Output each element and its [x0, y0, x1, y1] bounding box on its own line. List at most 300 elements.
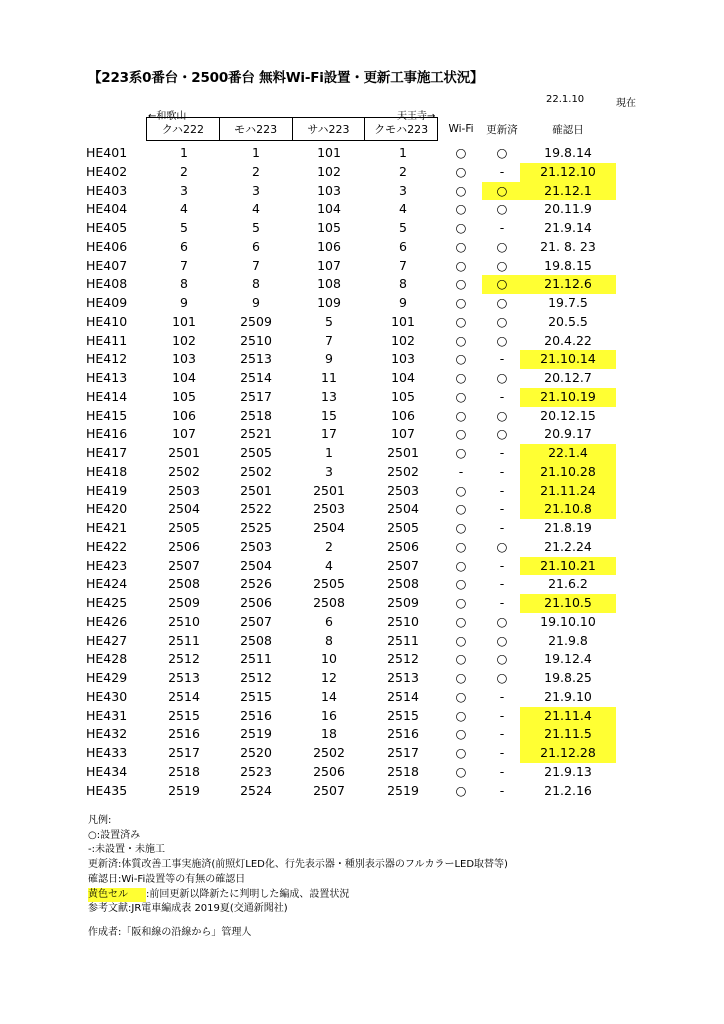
car-saha223: 2502	[313, 745, 345, 760]
formation-id: HE429	[86, 670, 128, 685]
header-kumoha223: クモハ223	[374, 123, 429, 136]
renewed-status: ○	[496, 370, 508, 385]
car-saha223: 2	[325, 538, 333, 554]
table-row	[86, 650, 646, 669]
wifi-status: ○	[455, 332, 467, 348]
car-kumoha223: 2513	[387, 670, 419, 685]
checked-date: 21.9.10	[544, 688, 592, 704]
renewed-status: ○	[496, 613, 508, 629]
renewed-status: ○	[496, 632, 508, 648]
formation-id: HE417	[86, 445, 128, 460]
table-row	[86, 407, 646, 426]
car-saha223: 17	[321, 426, 337, 442]
table-row	[86, 313, 646, 332]
table-row	[86, 144, 646, 163]
legend-checked: 確認日:Wi-Fi設置等の有無の確認日	[88, 873, 246, 885]
car-moha223: 5	[252, 220, 260, 235]
table-row	[86, 238, 646, 257]
table-row	[86, 257, 646, 276]
car-kuha222: 105	[172, 388, 196, 404]
renewed-status: -	[499, 520, 505, 535]
car-kumoha223: 102	[391, 332, 415, 348]
header-saha223: サハ223	[293, 118, 366, 140]
car-kumoha223: 101	[391, 313, 415, 329]
car-kumoha223: 106	[391, 407, 415, 423]
car-moha223: 2525	[240, 520, 272, 535]
checked-date: 19.10.10	[540, 613, 596, 629]
car-kuha222: 2507	[168, 557, 200, 573]
wifi-status: ○	[455, 313, 467, 329]
car-kumoha223: 4	[399, 201, 407, 217]
car-moha223: 6	[252, 238, 260, 254]
car-moha223: 2515	[240, 688, 272, 704]
car-saha223: 14	[321, 688, 337, 704]
formation-id: HE423	[86, 557, 128, 573]
car-kuha222: 101	[172, 313, 196, 329]
legend	[88, 814, 508, 917]
car-saha223: 102	[317, 163, 341, 179]
legend-yellow-swatch: 黄色セル	[88, 888, 146, 903]
car-kuha222: 106	[172, 407, 196, 423]
formation-id: HE421	[86, 520, 128, 535]
formation-id: HE418	[86, 463, 128, 479]
renewed-status: ○	[496, 651, 508, 667]
renewed-status: ○	[482, 275, 522, 294]
direction-wakayama: ←和歌山	[148, 111, 187, 122]
car-kumoha223: 7	[399, 257, 407, 273]
header-wifi: Wi-Fi	[448, 123, 474, 135]
formation-id: HE406	[86, 238, 128, 254]
car-moha223: 8	[252, 276, 260, 292]
table-row	[86, 369, 646, 388]
renewed-status: -	[499, 482, 505, 498]
car-saha223: 104	[317, 201, 341, 217]
legend-not-installed: -:未設置・未施工	[88, 844, 165, 856]
wifi-status: ○	[455, 726, 467, 742]
renewed-status: ○	[482, 182, 522, 201]
car-saha223: 2506	[313, 763, 345, 779]
car-kumoha223: 105	[391, 388, 415, 404]
formation-id: HE404	[86, 201, 128, 217]
renewed-status: -	[499, 463, 505, 479]
wifi-status: ○	[455, 613, 467, 629]
car-saha223: 15	[321, 407, 337, 423]
renewed-status: ○	[496, 201, 508, 217]
checked-date: 19.8.14	[544, 145, 592, 160]
formation-id: HE408	[86, 276, 128, 292]
formation-id: HE422	[86, 538, 128, 554]
formation-id: HE407	[86, 257, 128, 273]
car-header-box	[146, 117, 438, 141]
checked-date: 22.1.4	[520, 444, 616, 463]
car-moha223: 2503	[240, 538, 272, 554]
wifi-status: ○	[455, 201, 467, 217]
table-row	[86, 688, 646, 707]
car-saha223: 16	[321, 707, 337, 723]
car-moha223: 2522	[240, 501, 272, 517]
car-kuha222: 2505	[168, 520, 200, 535]
car-moha223: 2520	[240, 745, 272, 760]
wifi-status: ○	[455, 370, 467, 385]
checked-date: 21.12.6	[520, 275, 616, 294]
table-row	[86, 707, 646, 726]
formation-id: HE402	[86, 163, 128, 179]
car-saha223: 2501	[313, 482, 345, 498]
formation-id: HE412	[86, 351, 128, 367]
car-saha223: 9	[325, 351, 333, 367]
table-row	[86, 350, 646, 369]
checked-date: 21.9.13	[544, 763, 592, 779]
formation-id: HE414	[86, 388, 128, 404]
renewed-status: -	[499, 595, 505, 610]
car-kuha222: 3	[180, 182, 188, 198]
wifi-status: ○	[455, 482, 467, 498]
wifi-status: ○	[455, 145, 467, 160]
formation-id: HE415	[86, 407, 128, 423]
checked-date: 21.10.19	[520, 388, 616, 407]
wifi-status: ○	[455, 426, 467, 442]
checked-date: 21.10.5	[520, 594, 616, 613]
table-row	[86, 725, 646, 744]
renewed-status: -	[499, 745, 505, 760]
renewed-status: ○	[496, 313, 508, 329]
car-kumoha223: 2507	[387, 557, 419, 573]
car-saha223: 10	[321, 651, 337, 667]
wifi-status: ○	[455, 276, 467, 292]
wifi-status: ○	[455, 163, 467, 179]
formation-table	[86, 144, 646, 800]
table-row	[86, 182, 646, 201]
header-moha223: モハ223	[220, 118, 293, 140]
checked-date: 21.10.28	[520, 463, 616, 482]
table-row	[86, 519, 646, 538]
car-moha223: 2513	[240, 351, 272, 367]
car-kumoha223: 2518	[387, 763, 419, 779]
car-kuha222: 8	[180, 276, 188, 292]
car-saha223: 6	[325, 613, 333, 629]
car-moha223: 2508	[240, 632, 272, 648]
table-row	[86, 500, 646, 519]
renewed-status: ○	[496, 332, 508, 348]
legend-reference: 参考文献:JR電車編成表 2019夏(交通新聞社)	[88, 903, 288, 915]
wifi-status: ○	[455, 295, 467, 310]
car-kuha222: 2506	[168, 538, 200, 554]
header-checked-date: 確認日	[552, 123, 584, 136]
car-moha223: 2516	[240, 707, 272, 723]
renewed-status: -	[499, 763, 505, 779]
car-saha223: 2503	[313, 501, 345, 517]
car-moha223: 2509	[240, 313, 272, 329]
car-kumoha223: 2501	[387, 445, 419, 460]
car-kuha222: 2503	[168, 482, 200, 498]
formation-id: HE427	[86, 632, 128, 648]
formation-id: HE403	[86, 182, 128, 198]
checked-date: 21.11.24	[520, 482, 616, 501]
renewed-status: -	[499, 726, 505, 742]
table-row	[86, 388, 646, 407]
car-saha223: 1	[325, 445, 333, 460]
table-row	[86, 632, 646, 651]
car-moha223: 2519	[240, 726, 272, 742]
car-saha223: 13	[321, 388, 337, 404]
renewed-status: ○	[496, 238, 508, 254]
wifi-status: ○	[455, 351, 467, 367]
wifi-status: ○	[455, 238, 467, 254]
car-kuha222: 2514	[168, 688, 200, 704]
checked-date: 21.12.28	[520, 744, 616, 763]
car-kumoha223: 2517	[387, 745, 419, 760]
wifi-status: ○	[455, 220, 467, 235]
car-kuha222: 104	[172, 370, 196, 385]
legend-heading: 凡例:	[88, 815, 112, 826]
formation-id: HE433	[86, 745, 128, 760]
car-kumoha223: 2509	[387, 595, 419, 610]
renewed-status: ○	[496, 670, 508, 685]
table-row	[86, 613, 646, 632]
checked-date: 21.12.1	[520, 182, 616, 201]
formation-id: HE426	[86, 613, 128, 629]
car-moha223: 7	[252, 257, 260, 273]
wifi-status: ○	[455, 445, 467, 460]
wifi-status: ○	[455, 538, 467, 554]
formation-id: HE411	[86, 332, 128, 348]
renewed-status: ○	[496, 407, 508, 423]
checked-date: 19.8.25	[544, 670, 592, 685]
car-kumoha223: 2508	[387, 576, 419, 592]
car-kuha222: 2513	[168, 670, 200, 685]
table-row	[86, 594, 646, 613]
car-moha223: 4	[252, 201, 260, 217]
car-moha223: 2504	[240, 557, 272, 573]
checked-date: 20.5.5	[548, 313, 588, 329]
car-kuha222: 1	[180, 145, 188, 160]
wifi-status: ○	[455, 763, 467, 779]
formation-id: HE425	[86, 595, 128, 610]
renewed-status: -	[499, 351, 505, 367]
checked-date: 20.12.7	[544, 370, 592, 385]
wifi-status: ○	[455, 576, 467, 592]
checked-date: 21.10.21	[520, 557, 616, 576]
car-saha223: 105	[317, 220, 341, 235]
car-saha223: 103	[317, 182, 341, 198]
legend-yellow-desc: :前回更新以降新たに判明した編成、設置状況	[146, 888, 350, 900]
car-saha223: 7	[325, 332, 333, 348]
car-kuha222: 5	[180, 220, 188, 235]
formation-id: HE431	[86, 707, 128, 723]
car-saha223: 5	[325, 313, 333, 329]
wifi-status: ○	[455, 520, 467, 535]
car-kumoha223: 2511	[387, 632, 419, 648]
wifi-status: ○	[455, 557, 467, 573]
car-moha223: 2514	[240, 370, 272, 385]
car-moha223: 2517	[240, 388, 272, 404]
car-moha223: 2512	[240, 670, 272, 685]
table-row	[86, 482, 646, 501]
car-saha223: 3	[325, 463, 333, 479]
car-kuha222: 6	[180, 238, 188, 254]
car-kumoha223: 2515	[387, 707, 419, 723]
car-kuha222: 2	[180, 163, 188, 179]
formation-id: HE435	[86, 782, 128, 798]
car-kumoha223: 2503	[387, 482, 419, 498]
car-saha223: 12	[321, 670, 337, 685]
car-kumoha223: 5	[399, 220, 407, 235]
car-kuha222: 102	[172, 332, 196, 348]
car-kumoha223: 2504	[387, 501, 419, 517]
wifi-status: ○	[455, 651, 467, 667]
renewed-status: -	[499, 782, 505, 798]
car-moha223: 2505	[240, 445, 272, 460]
direction-tennoji: 天王寺→	[397, 111, 436, 122]
car-moha223: 1	[252, 145, 260, 160]
renewed-status: -	[499, 501, 505, 517]
formation-id: HE401	[86, 145, 128, 160]
car-kumoha223: 2506	[387, 538, 419, 554]
car-kuha222: 2501	[168, 445, 200, 460]
as-of-label: 現在	[616, 98, 636, 109]
car-kuha222: 9	[180, 295, 188, 310]
wifi-status: ○	[455, 407, 467, 423]
formation-id: HE413	[86, 370, 128, 385]
formation-id: HE430	[86, 688, 128, 704]
table-row	[86, 669, 646, 688]
car-kumoha223: 2510	[387, 613, 419, 629]
formation-id: HE416	[86, 426, 128, 442]
car-moha223: 2524	[240, 782, 272, 798]
checked-date: 21.6.2	[548, 576, 588, 592]
car-moha223: 2	[252, 163, 260, 179]
wifi-status: ○	[455, 782, 467, 798]
car-kuha222: 2516	[168, 726, 200, 742]
author: 作成者:「阪和線の沿線から」管理人	[88, 927, 252, 938]
car-saha223: 101	[317, 145, 341, 160]
formation-id: HE409	[86, 295, 128, 310]
car-kumoha223: 6	[399, 238, 407, 254]
car-kuha222: 2509	[168, 595, 200, 610]
wifi-status: ○	[455, 745, 467, 760]
table-row	[86, 463, 646, 482]
car-kuha222: 7	[180, 257, 188, 273]
formation-id: HE420	[86, 501, 128, 517]
renewed-status: -	[499, 576, 505, 592]
car-moha223: 2518	[240, 407, 272, 423]
car-moha223: 2501	[240, 482, 272, 498]
car-saha223: 108	[317, 276, 341, 292]
checked-date: 21.9.8	[548, 632, 588, 648]
table-row	[86, 219, 646, 238]
car-moha223: 2502	[240, 463, 272, 479]
car-kuha222: 2508	[168, 576, 200, 592]
car-kuha222: 2511	[168, 632, 200, 648]
formation-id: HE424	[86, 576, 128, 592]
formation-id: HE405	[86, 220, 128, 235]
wifi-status: ○	[455, 257, 467, 273]
checked-date: 21.8.19	[544, 520, 592, 535]
wifi-status: ○	[455, 632, 467, 648]
car-saha223: 11	[321, 370, 337, 385]
car-kumoha223: 2519	[387, 782, 419, 798]
car-moha223: 9	[252, 295, 260, 310]
checked-date: 19.12.4	[544, 651, 592, 667]
car-saha223: 2507	[313, 782, 345, 798]
wifi-status: ○	[455, 501, 467, 517]
car-kumoha223: 3	[399, 182, 407, 198]
car-kuha222: 2517	[168, 745, 200, 760]
car-kumoha223: 103	[391, 351, 415, 367]
car-kumoha223: 2512	[387, 651, 419, 667]
table-row	[86, 763, 646, 782]
checked-date: 21.2.24	[544, 538, 592, 554]
car-kumoha223: 8	[399, 276, 407, 292]
checked-date: 21.2.16	[544, 782, 592, 798]
renewed-status: ○	[496, 257, 508, 273]
car-kumoha223: 2505	[387, 520, 419, 535]
car-saha223: 4	[325, 557, 333, 573]
table-row	[86, 294, 646, 313]
formation-id: HE419	[86, 482, 128, 498]
header-renewed: 更新済	[486, 123, 518, 136]
car-kuha222: 2502	[168, 463, 200, 479]
renewed-status: -	[499, 163, 505, 179]
car-moha223: 3	[252, 182, 260, 198]
car-kuha222: 2518	[168, 763, 200, 779]
checked-date: 19.8.15	[544, 257, 592, 273]
car-moha223: 2507	[240, 613, 272, 629]
car-kuha222: 2512	[168, 651, 200, 667]
wifi-status: ○	[455, 388, 467, 404]
car-saha223: 8	[325, 632, 333, 648]
car-kumoha223: 9	[399, 295, 407, 310]
checked-date: 20.4.22	[544, 332, 592, 348]
car-saha223: 106	[317, 238, 341, 254]
renewed-status: -	[499, 707, 505, 723]
wifi-status: ○	[455, 595, 467, 610]
car-saha223: 2504	[313, 520, 345, 535]
renewed-status: ○	[496, 295, 508, 310]
car-moha223: 2523	[240, 763, 272, 779]
renewed-status: ○	[496, 426, 508, 442]
car-saha223: 109	[317, 295, 341, 310]
table-row	[86, 275, 646, 294]
checked-date: 20.9.17	[544, 426, 592, 442]
renewed-status: -	[499, 388, 505, 404]
formation-id: HE432	[86, 726, 128, 742]
legend-renewed: 更新済:体質改善工事実施済(前照灯LED化、行先表示器・種別表示器のフルカラーLED取替等)	[88, 859, 508, 871]
as-of-date: 22.1.10	[546, 94, 585, 105]
table-row	[86, 557, 646, 576]
checked-date: 20.12.15	[540, 407, 596, 423]
car-saha223: 2505	[313, 576, 345, 592]
table-row	[86, 332, 646, 351]
page-title: 【223系0番台・2500番台 無料Wi-Fi設置・更新工事施工状況】	[88, 70, 484, 86]
car-moha223: 2511	[240, 651, 272, 667]
wifi-status: ○	[455, 688, 467, 704]
renewed-status: -	[499, 220, 505, 235]
table-row	[86, 200, 646, 219]
table-row	[86, 782, 646, 801]
car-kuha222: 4	[180, 201, 188, 217]
car-kuha222: 2504	[168, 501, 200, 517]
formation-id: HE434	[86, 763, 128, 779]
table-row	[86, 575, 646, 594]
checked-date: 21.11.5	[520, 725, 616, 744]
car-kumoha223: 2514	[387, 688, 419, 704]
car-moha223: 2506	[240, 595, 272, 610]
table-row	[86, 444, 646, 463]
car-kumoha223: 1	[399, 145, 407, 160]
legend-yellow	[88, 888, 508, 903]
renewed-status: -	[499, 445, 505, 460]
